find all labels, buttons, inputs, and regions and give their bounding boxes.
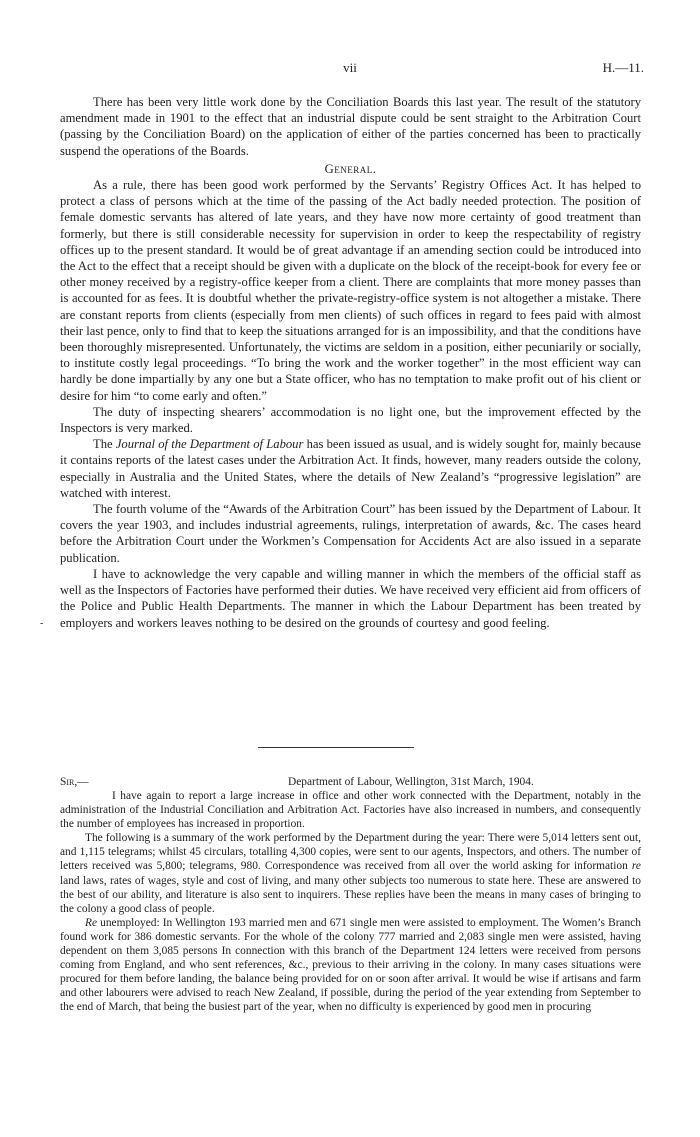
dateline: Department of Labour, Wellington, 31st March, 1904. bbox=[288, 776, 534, 788]
journal-text-end: has been issued as usual, and is widely sought for, mainly because it contains reports of the latest cases under the Arbitration Act. It finds, however, many readers outside the colony, especially in Australia and the United States, where the details of New Zealand’s “progressive legislation” are watched with interest. bbox=[60, 437, 641, 500]
unemployed-text: unemployed: In Wellington 193 married men and 671 single men were assisted to employment. The Women’s Branch found work for 386 domestic servants. For the whole of the colony 777 married and 2,083 single men were assisted, having dependent on them 3,085 persons In connection with this branch of the Department 124 letters were received from persons coming from England, and who sent references, &c., previous to their arriving in the colony. In many cases situations were procured for them before landing, the balance being provided for on or soon after arrival. It would be wise if artisans and farm and other labourers were advised to reach New Zealand, if possible, during the period of the year extending from September to the end of March, that being the busiest part of the year, when no difficulty is experienced by good men in procuring bbox=[60, 916, 641, 1014]
letter-header bbox=[60, 775, 641, 789]
summary-text-end: land laws, rates of wages, style and cost of living, and many other subjects too numerous to state here. These are answered to the best of our ability, and literature is also sent to inquirers. These replies have been the means in many cases of bringing to the colony a good class of people. bbox=[60, 874, 641, 915]
document-reference: H.—11. bbox=[602, 60, 644, 75]
report-upper-section bbox=[60, 94, 641, 631]
journal-text-start: The bbox=[93, 437, 116, 452]
paragraph-journal bbox=[60, 436, 641, 501]
summary-re: re bbox=[631, 860, 641, 873]
paragraph-office-increase: I have again to report a large increase in office and other work connected with the Department, notably in the administration of the Industrial Conciliation and Arbitration Act. Factories have also increased in numbers, and consequently the number of employees has increased in proportion. bbox=[60, 790, 641, 831]
paragraph-acknowledgement: I have to acknowledge the very capable and willing manner in which the members of the official staff as well as the Inspectors of Factories have performed their duties. We have received very efficient aid from officers of the Police and Public Health Departments. The manner in which the Labour Department has been treated by employers and workers leaves nothing to be desired on the grounds of courtesy and good feeling. bbox=[60, 566, 641, 630]
paragraph-shearers-accommodation: The duty of inspecting shearers’ accommodation is no light one, but the improvement effected by the Inspectors is very marked. bbox=[60, 404, 641, 436]
paragraph-registry-offices: As a rule, there has been good work performed by the Servants’ Registry Offices Act. It has helped to protect a class of persons which at the time of the passing of the Act badly needed protection. The position of female domestic servants has altered of late years, and they have now more certainty of good treatment than formerly, but there is still considerable necessity for supervision in order to keep the respectability of registry offices up to the present standard. It would be of great advantage if an amending section could be introduced into the Act to the effect that a receipt should be given with a duplicate on the block of the receipt-book for every fee or other money received by a registry-office keeper from a client. There are complaints that more money passes than is accounted for as fees. It is doubtful whether the private-registry-office system is not altogether a mistake. There are constant reports from clients (especially from men clients) of such offices in regard to fees paid with almost their last pence, only to find that to keep the situations arranged for is an impossibility, and that the conditions have been thoroughly misrepresented. Unfortunately, the victims are seldom in a position, either pecuniarily or socially, to institute costly legal proceedings. “To bring the work and the worker together” in the most efficient way can hardly be done impartially by any one but a State officer, who has no temptation to make profit out of his client or desire for him “to come early and often.” bbox=[60, 178, 641, 403]
salutation: Sir,— bbox=[60, 776, 89, 788]
page-number: vii bbox=[343, 60, 357, 75]
unemployed-re: Re bbox=[85, 916, 98, 929]
report-lower-section bbox=[60, 775, 641, 1015]
summary-text-start: The following is a summary of the work performed by the Department during the year: There were 5,014 letters sent out, and 1,115 telegrams; whilst 45 circulars, totalling 4,300 copies, were sent to our agents, Inspectors, and others. The number of letters received was 5,800; telegrams, 980. Correspondence was received from all over the world asking for information bbox=[60, 832, 641, 873]
paragraph-conciliation-boards: There has been very little work done by the Conciliation Boards this last year. The result of the statutory amendment made in 1901 to the effect that an industrial dispute could be sent straight to the Arbitration Court (passing by the Conciliation Board) on the application of either of the parties concerned has been to practically suspend the operations of the Boards. bbox=[60, 95, 641, 158]
journal-title: Journal of the Department of Labour bbox=[115, 437, 304, 452]
section-heading-general: General. bbox=[324, 161, 377, 176]
paragraph-awards-volume: The fourth volume of the “Awards of the Arbitration Court” has been issued by the Department of Labour. It covers the year 1903, and includes industrial agreements, rulings, interpretation of awards, &c. The cases heard before the Arbitration Court under the Workmen’s Compensation for Accidents Act are also issued in a separate publication. bbox=[60, 502, 641, 565]
margin-mark: - bbox=[40, 618, 44, 629]
paragraph-work-summary bbox=[60, 831, 641, 916]
section-divider bbox=[258, 747, 414, 748]
paragraph-unemployed bbox=[60, 916, 641, 1015]
